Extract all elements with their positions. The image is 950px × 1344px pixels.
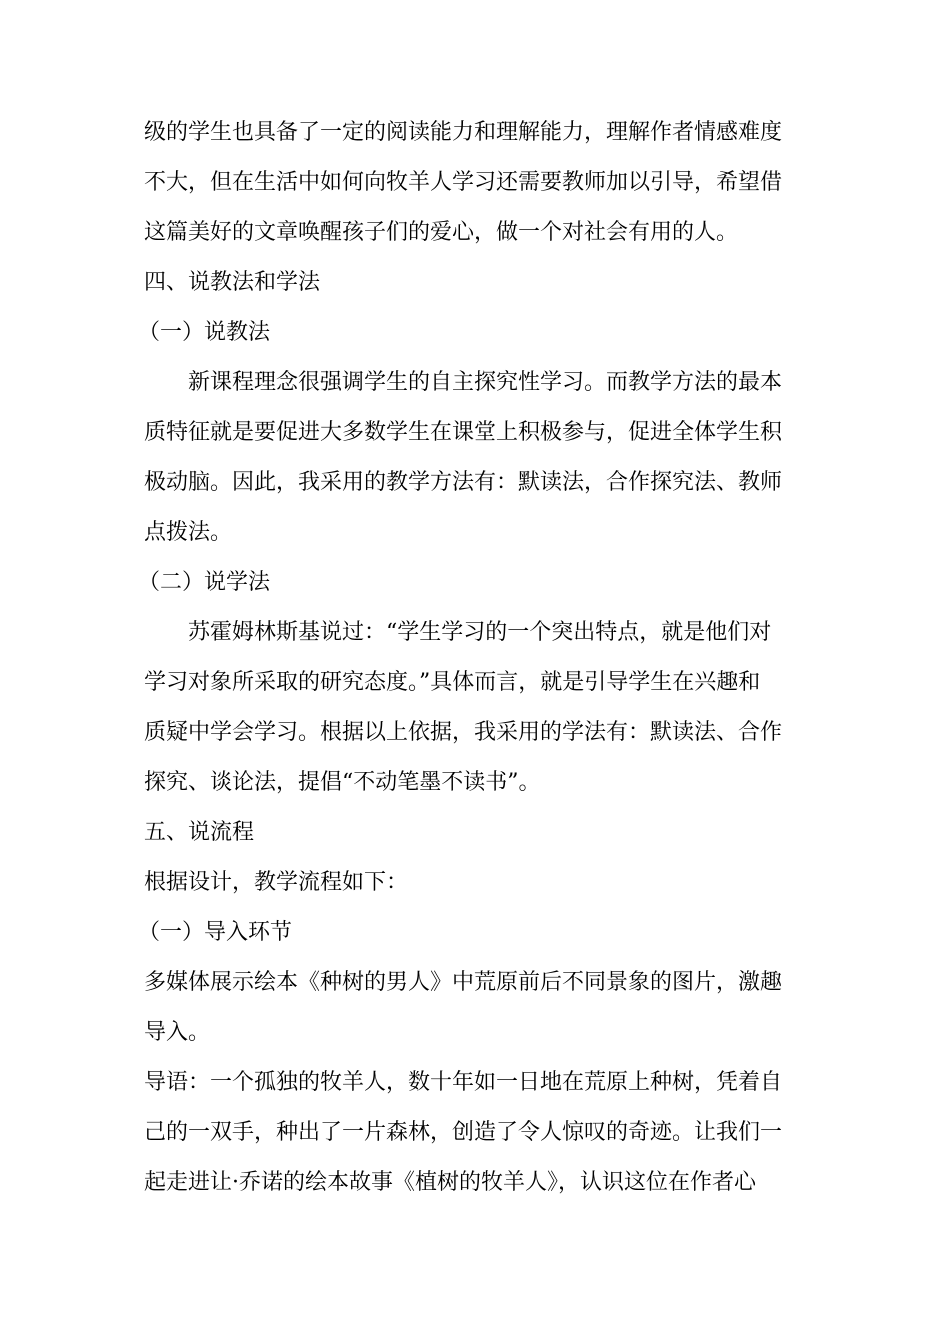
text-line: 导入。 xyxy=(144,1020,211,1045)
text-line: 根据设计，教学流程如下： xyxy=(144,870,409,895)
text-line: 苏霍姆林斯基说过：“学生学习的一个突出特点，就是他们对 xyxy=(188,620,772,645)
document-body xyxy=(138,108,804,1208)
subsection-heading: （一）说教法 xyxy=(138,320,271,345)
text-line: 探究、谈论法，提倡“不动笔墨不读书”。 xyxy=(144,770,541,795)
text-line: 学习对象所采取的研究态度。”具体而言，就是引导学生在兴趣和 xyxy=(144,670,761,695)
subsection-heading: （二）说学法 xyxy=(138,570,271,595)
text-line: 导语：一个孤独的牧羊人，数十年如一日地在荒原上种树，凭着自 xyxy=(144,1070,783,1095)
text-line: 新课程理念很强调学生的自主探究性学习。而教学方法的最本 xyxy=(188,370,783,395)
section-heading: 五、说流程 xyxy=(144,820,255,845)
text-line: 级的学生也具备了一定的阅读能力和理解能力，理解作者情感难度 xyxy=(144,120,783,145)
text-line: 质疑中学会学习。根据以上依据，我采用的学法有：默读法、合作 xyxy=(144,720,783,745)
section-heading: 四、说教法和学法 xyxy=(144,270,321,295)
text-line: 质特征就是要促进大多数学生在课堂上积极参与，促进全体学生积 xyxy=(144,420,783,445)
text-line: 己的一双手，种出了一片森林，创造了令人惊叹的奇迹。让我们一 xyxy=(144,1120,783,1145)
text-line: 点拨法。 xyxy=(144,520,233,545)
text-line: 不大，但在生活中如何向牧羊人学习还需要教师加以引导，希望借 xyxy=(144,170,783,195)
text-line: 多媒体展示绘本《种树的男人》中荒原前后不同景象的图片，激趣 xyxy=(144,970,783,995)
text-line: 极动脑。因此，我采用的教学方法有：默读法，合作探究法、教师 xyxy=(144,470,783,495)
text-line: 起走进让·乔诺的绘本故事《植树的牧羊人》，认识这位在作者心 xyxy=(144,1170,756,1195)
text-line: 这篇美好的文章唤醒孩子们的爱心，做一个对社会有用的人。 xyxy=(144,220,739,245)
subsection-heading: （一）导入环节 xyxy=(138,920,293,945)
